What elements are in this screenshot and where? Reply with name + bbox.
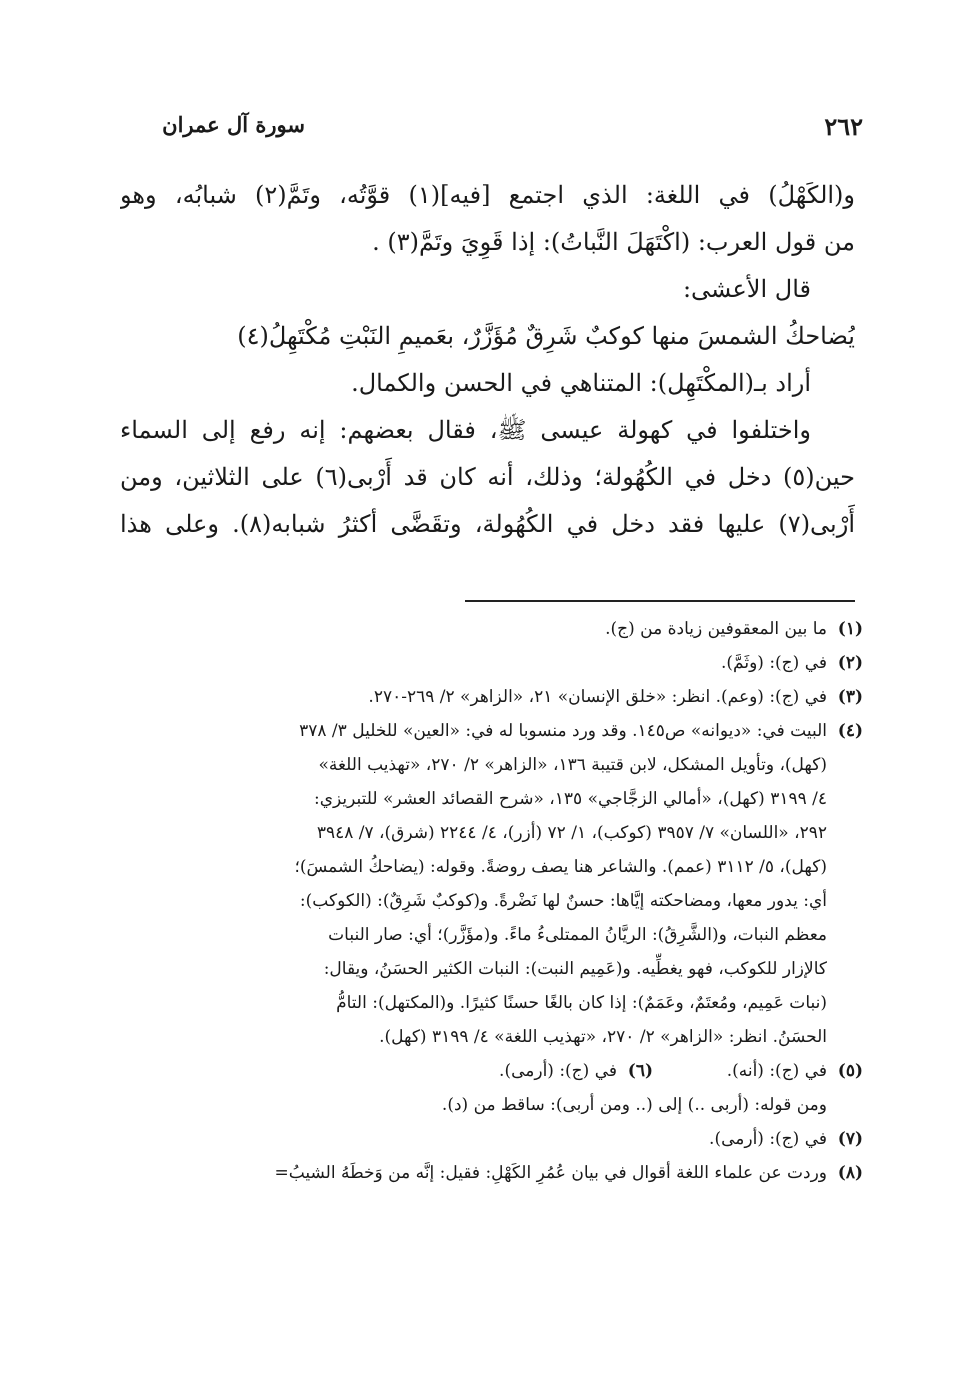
footnote-4-line: أي: يدور معها، ومضاحكته إيَّاها: حسنٌ لها نَضْرةً. و(كوكبٌ شَرِقٌ): (الكوكب): [299,891,827,911]
footnote-6 [443,1054,653,1088]
footnote-number: (١) [837,619,863,639]
footnote-4-line: ٢٩٢، «اللسان» ٧/ ٣٩٥٧ (كوكب)، ١/ ٧٢ (أزر)، ٤/ ٢٢٤٤ (شرق)، ٧/ ٣٩٤٨ [316,823,827,843]
footnote-text: في (ج): (وثَمَّ). [721,653,827,673]
main-line: أراد بـ(المكْتَهِل): المتناهي في الحسن والكمال. [351,369,811,397]
footnote-4-line: (كهل)، وتأويل المشكل، لابن قتيبة ١٣٦، «الزاهر» ٢/ ٢٧٠، «تهذيب اللغة» [318,755,827,775]
footnotes [118,612,863,1190]
footnote-4-line: (نبات عَمِيم، ومُعتَمٌ، وعَمَمٌ): إذا كان بالغًا حسنًا كثيرًا. و(المكتهل): التامُّ [336,993,827,1013]
footnote-4-line: كالإزار للكوكب، فهو يغطِّيه. و(عَمِيم النبت): النبات الكثير الحسَنُ، ويقال: [323,959,827,979]
footnote-text: ما بين المعقوفين زيادة من (ج). [605,619,827,639]
running-header-title: سورة آل عمران [162,112,305,137]
footnote-number: (٤) [837,721,863,741]
poem-verse: يُضاحكُ الشمسَ منها كوكبٌ شَرِقٌ مُؤَزَّرٌ، بعَميمِ النَبْتِ مُكْتَهِلُ(٤) [237,322,855,350]
page-number: ٢٦٢ [824,112,863,141]
footnote-5-6-row [118,1054,863,1088]
footnote-3 [118,680,863,714]
main-line: من قول العرب: (اكْتَهَلَ النَّباتُ): إذا قَوِيَ وتَمَّ(٣) . [372,228,855,256]
footnote-text: في (ج): (أرمى). [709,1129,827,1149]
footnote-1 [118,612,863,646]
main-line: واختلفوا في كهولة عيسى ﷺ، فقال بعضهم: إنه رفع إلى السماء [120,416,811,444]
main-line: قال الأعشى: [682,275,811,303]
footnote-number: (٨) [837,1163,863,1183]
footnote-6-continuation: ومن قوله: (أربى ..) إلى (.. ومن أربى): ساقط من (د). [441,1095,827,1115]
footnote-separator [465,600,855,602]
footnote-7 [118,1122,863,1156]
footnote-text: في (ج): (أرمى). [499,1061,617,1081]
footnote-4-line: ٤/ ٣١٩٩ (كهل)، «أمالي الزجَّاجي» ١٣٥، «شرح القصائد العشر» للتبريزي: [313,789,827,809]
footnote-number: (٧) [837,1129,863,1149]
footnote-5 [653,1054,863,1088]
footnote-4-line: (كهل)، ٥/ ٣١١٢ (عمم). والشاعر هنا يصف روضةً. وقوله: (يضاحكُ الشمسَ)؛ [294,857,827,877]
footnote-number: (٣) [837,687,863,707]
main-text [120,172,855,548]
main-line: و(الكَهْلُ) في اللغة: الذي اجتمع [فيه](١) قوَّتُه، وتَمَّ(٢) شبابُه، وهو [120,181,855,209]
footnote-text: في (ج): (أنه). [726,1061,827,1081]
main-line: أَرْبى(٧) عليها فقد دخل في الكُهُولة، وتقَضَّى أكثرُ شبابه(٨). وعلى هذا [120,510,855,538]
footnote-text: وردت عن علماء اللغة أقوال في بيان عُمُرِ الكَهْلِ: فقيل: إنَّه من وَخطَهُ الشيبُ= [274,1163,827,1183]
main-line: حين(٥) دخل في الكُهُولة؛ وذلك، أنه كان قد أَرْبى(٦) على الثلاثين، ومن [120,463,855,491]
footnote-text: البيت في: «ديوانه» ص١٤٥. وقد ورد منسوبا له في: «العين» للخليل ٣/ ٣٧٨ [299,721,827,741]
footnote-4-line: معظم النبات، و(الشَّرِقُ): الريَّانُ الممتلىءُ ماءً. و(مؤَزَّر)؛ أي: صار النبات [328,925,827,945]
footnote-number: (٥) [837,1061,863,1081]
footnote-2 [118,646,863,680]
footnote-4-line: الحسَنُ. انظر: «الزاهر» ٢/ ٢٧٠، «تهذيب اللغة» ٤/ ٣١٩٩ (كهل). [379,1027,827,1047]
footnote-number: (٢) [837,653,863,673]
footnote-text: في (ج): (وعم). انظر: «خلق الإنسان» ٢١، «الزاهر» ٢/ ٢٦٩-٢٧٠. [368,687,827,707]
footnote-number: (٦) [627,1061,653,1081]
footnote-8 [118,1156,863,1190]
footnote-4 [118,714,863,748]
